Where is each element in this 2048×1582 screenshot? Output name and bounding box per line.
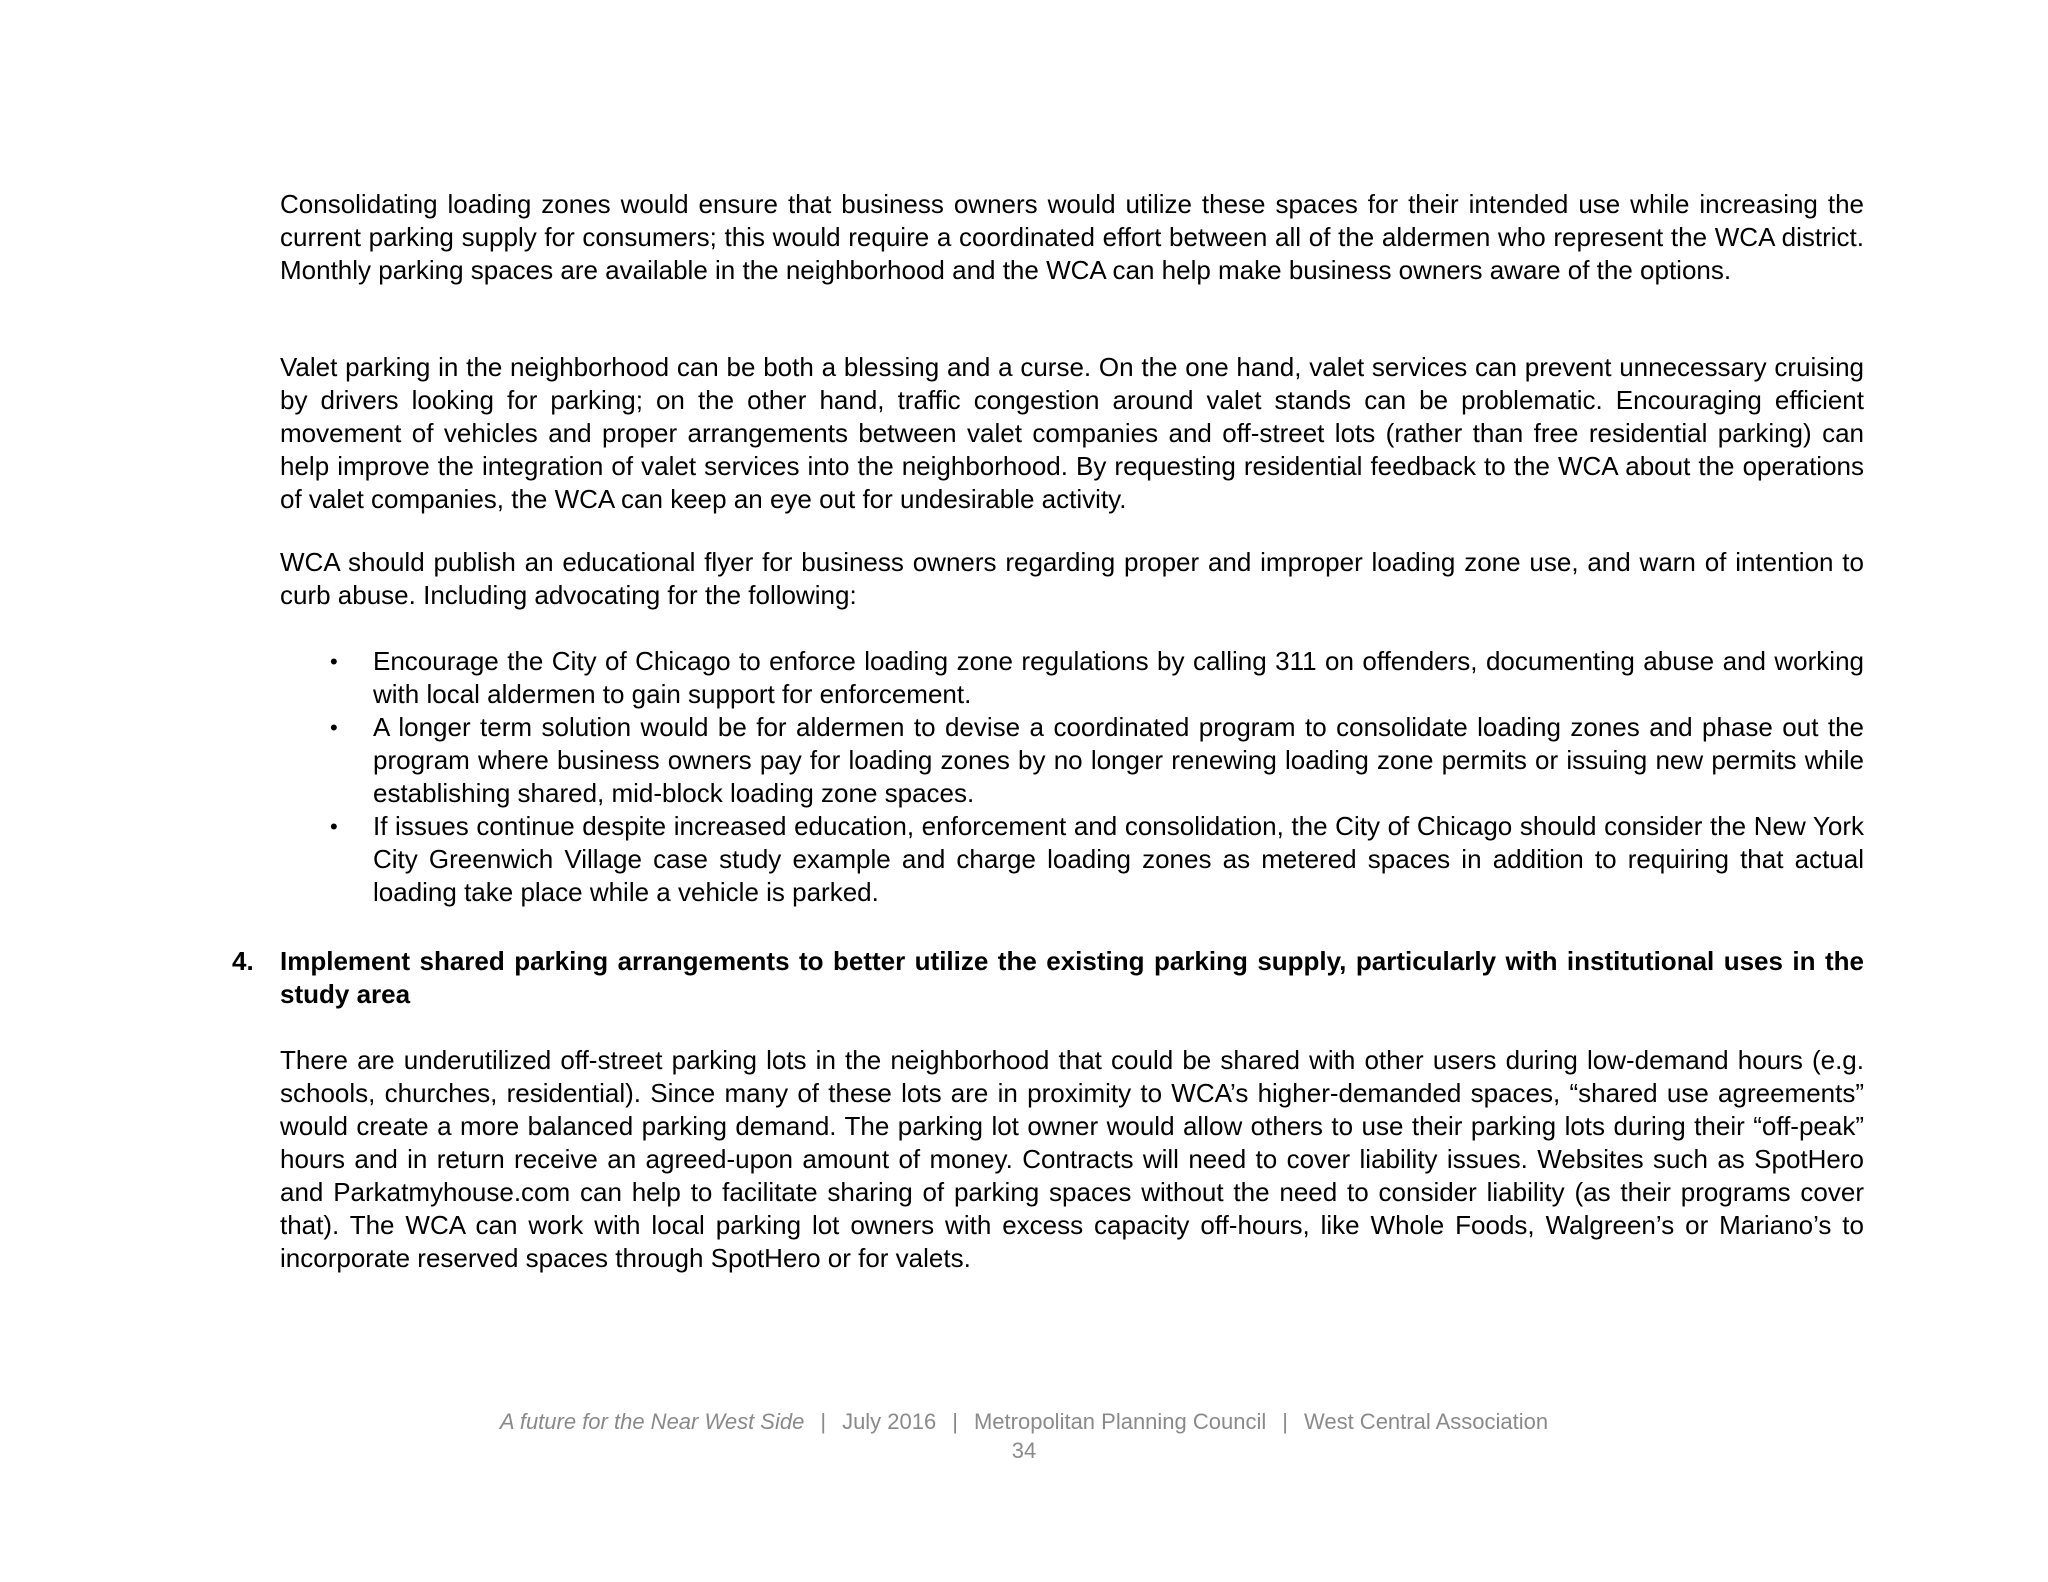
paragraph-educational-flyer: WCA should publish an educational flyer for business owners regarding proper and improper loading zone use, and warn of intention to curb abuse. Including advocating for the following: (280, 547, 1864, 610)
paragraph-shared-parking: There are underutilized off-street parking lots in the neighborhood that could be shared with other users during low-demand hours (e.g. schools, churches, residential). Since many of these lots are in proximity to WCA’s higher-demanded spaces, “shared use agreements” would create a more balanced parking demand. The parking lot owner would allow others to use their parking lots during their “off-peak” hours and in return receive an agreed-upon amount of money. Contracts will need to cover liability issues. Websites such as SpotHero and Parkatmyhouse.com can help to facilitate sharing of parking spaces without the need to consider liability (as their programs cover that). The WCA can work with local parking lot owners with excess capacity off-hours, like Whole Foods, Walgreen’s or Mariano’s to incorporate reserved spaces through SpotHero or for valets. (280, 1045, 1864, 1273)
advocacy-bullet-list (280, 645, 1864, 909)
list-item (280, 645, 1864, 711)
bullet-text: A longer term solution would be for aldermen to devise a coordinated program to consolidate loading zones and phase out the program where business owners pay for loading zones by no longer renewing loading zone permits or issuing new permits while establishing shared, mid-block loading zone spaces. (373, 712, 1864, 808)
bullet-icon: • (330, 715, 338, 740)
list-item (280, 810, 1864, 909)
footer-organization: West Central Association (1303, 1409, 1549, 1434)
footer-separator: | (1282, 1409, 1288, 1434)
paragraph-loading-zones: Consolidating loading zones would ensure that business owners would utilize these spaces for their intended use while increasing the current parking supply for consumers; this would require a coordinated effort between all of the aldermen who represent the WCA district. Monthly parking spaces are available in the neighborhood and the WCA can help make business owners aware of the options. (280, 189, 1864, 285)
section-heading-text: Implement shared parking arrangements to better utilize the existing parking supply, particularly with institutional uses in the study area (280, 946, 1864, 1009)
footer-document-title: A future for the Near West Side (499, 1409, 805, 1434)
section-heading (232, 945, 1864, 1011)
footer-separator: | (820, 1409, 827, 1434)
bullet-text: Encourage the City of Chicago to enforce loading zone regulations by calling 311 on offenders, documenting abuse and working with local aldermen to gain support for enforcement. (373, 646, 1864, 709)
section-number: 4. (232, 946, 254, 976)
page-footer (0, 1408, 2048, 1436)
bullet-icon: • (330, 814, 338, 839)
bullet-icon: • (330, 649, 338, 674)
footer-organization: Metropolitan Planning Council (973, 1409, 1267, 1434)
paragraph-valet-parking: Valet parking in the neighborhood can be both a blessing and a curse. On the one hand, valet services can prevent unnecessary cruising by drivers looking for parking; on the other hand, traffic congestion around valet stands can be problematic. Encouraging efficient movement of vehicles and proper arrangements between valet companies and off-street lots (rather than free residential parking) can help improve the integration of valet services into the neighborhood. By requesting residential feedback to the WCA about the operations of valet companies, the WCA can keep an eye out for undesirable activity. (280, 352, 1864, 514)
footer-date: July 2016 (842, 1409, 937, 1434)
bullet-text: If issues continue despite increased education, enforcement and consolidation, the City of Chicago should consider the New York City Greenwich Village case study example and charge loading zones as metered spaces in addition to requiring that actual loading take place while a vehicle is parked. (373, 811, 1864, 907)
page-number: 34 (1011, 1438, 1037, 1463)
footer-separator: | (952, 1409, 958, 1434)
list-item (280, 711, 1864, 810)
